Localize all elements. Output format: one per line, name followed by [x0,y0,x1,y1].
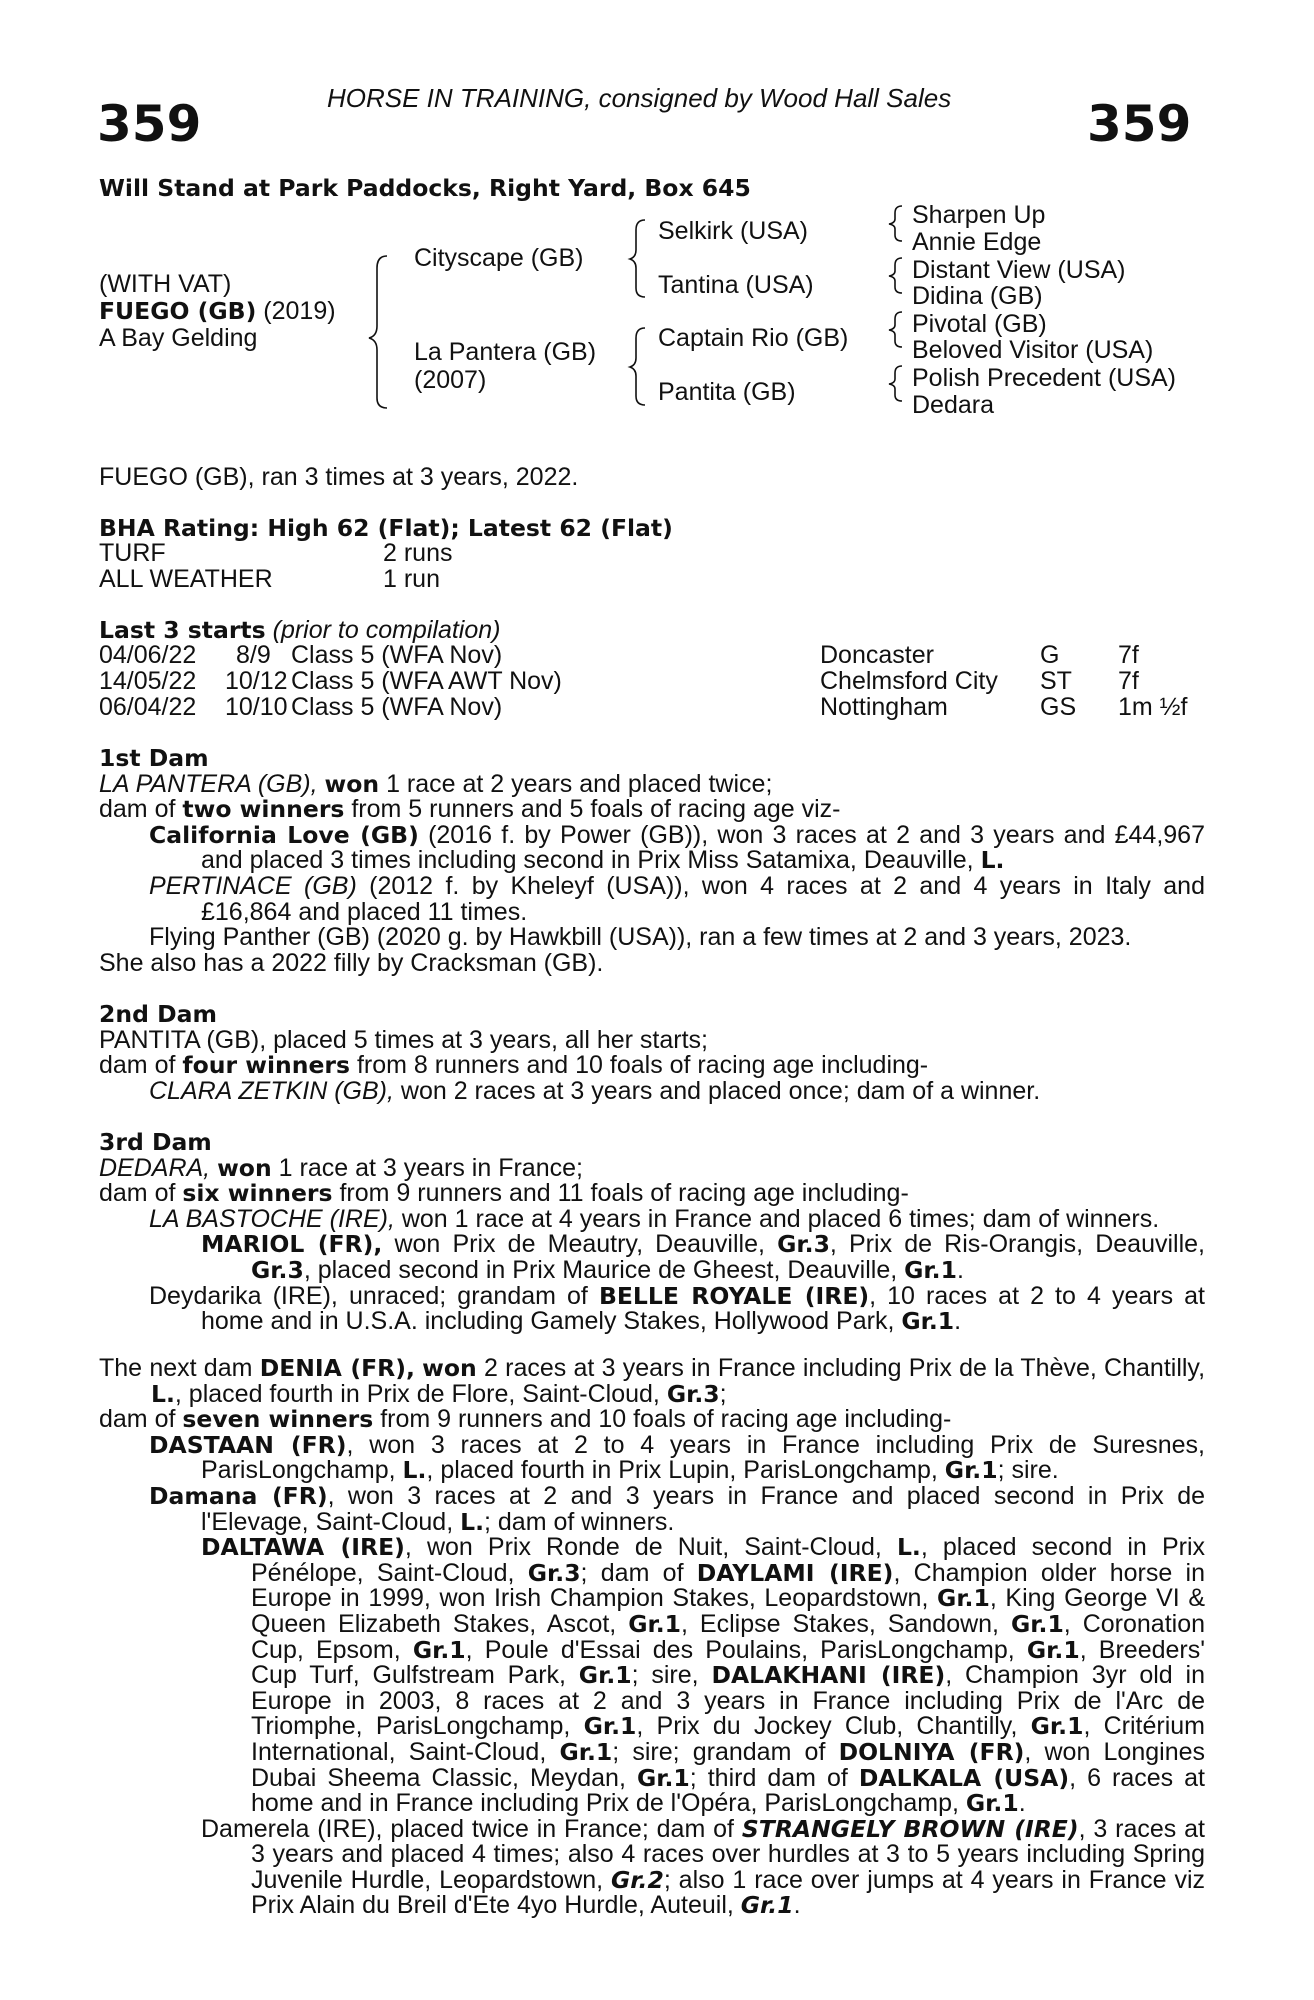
text: ; also 1 race over jumps at 4 years in France viz Prix Alain du Breil d'Ete 4yo Hurdle, Auteuil, [251,1865,1206,1920]
horse-description: A Bay Gelding [99,324,258,352]
start-race: Class 5 (WFA Nov) [291,693,503,721]
start-position: 10/10 [225,693,288,721]
text: , placed second in Prix Maurice de Gheest, Deauville, [303,1255,898,1284]
text: , 3 races at 3 years and placed 4 times; also 4 races over hurdles at 3 to 5 years including Spring Juvenile Hurdle, Leopardstown, [251,1814,1206,1894]
first-dam-section [99,746,1205,976]
offspring-name: DASTAAN (FR) [149,1430,347,1459]
stabling-info: Will Stand at Park Paddocks, Right Yard, Box 645 [99,174,751,202]
brace-gen3-4 [889,366,902,401]
vat-note: (WITH VAT) [99,270,232,298]
pedigree-dam-sire: Captain Rio (GB) [658,324,849,352]
text: won Prix de Meautry, Deauville, [394,1230,765,1259]
offspring-name: BELLE ROYALE (IRE) [598,1281,870,1310]
text: , King George VI & Queen Elizabeth Stakes, Ascot, [251,1584,1205,1638]
brace-gen3-1 [889,206,902,241]
consignor-header: HORSE IN TRAINING, consigned by Wood Hall Sales [327,83,952,113]
text: , Prix de Ris-Orangis, Deauville, [829,1230,1206,1259]
start-distance: 1m ½f [1118,693,1188,721]
grand-offspring-entry [99,1814,1206,1920]
start-race: Class 5 (WFA Nov) [291,641,503,669]
brace-gen1 [369,256,387,408]
text: , Breeders' Cup Turf, Gulfstream Park, [251,1635,1205,1690]
rating-row-aw-label: ALL WEATHER [99,565,273,593]
start-position: 8/9 [236,641,271,669]
offspring-entry [99,1430,1205,1485]
winners-count: six winners [182,1179,333,1208]
pedigree-gen3-4: Didina (GB) [912,282,1043,310]
pedigree-sire-sire: Selkirk (USA) [658,217,809,245]
offspring-record: won 2 races at 3 years and placed once; dam of a winner. [400,1076,1041,1105]
text: ; dam of [580,1558,684,1587]
horse-year: (2019) [263,297,336,325]
start-course: Nottingham [820,693,948,721]
third-dam-heading: 3rd Dam [99,1128,212,1156]
pedigree-gen3-6: Beloved Visitor (USA) [912,336,1154,364]
text: from 9 runners and 11 foals of racing age including- [339,1179,909,1208]
offspring-note: She also has a 2022 filly by Cracksman (GB). [99,948,604,977]
text: ; [719,1379,727,1408]
text: dam of [99,1405,176,1434]
offspring-record: (2016 f. by Power (GB)), won 3 races at 2 and 3 years and £44,967 and placed 3 times including second in Prix Miss Satamixa, Deauville, [201,820,1205,875]
text: , 6 races at home and in France including Prix de l'Opéra, ParisLongchamp, [251,1763,1205,1818]
text: , Champion older horse in Europe in 1999, won Irish Champion Stakes, Leopardstown, [251,1558,1205,1613]
text: , won 3 races at 2 to 4 years in France including Prix de Suresnes, ParisLongchamp, [201,1430,1205,1485]
text: , Critérium International, Saint-Cloud, [251,1712,1205,1766]
offspring-entry [99,1204,1205,1233]
grade-label: Gr.1 [1010,1609,1064,1638]
grand-offspring-entry [99,1232,1205,1283]
text: , Eclipse Stakes, Sandown, [681,1609,1000,1638]
dam-record: 1 race at 3 years in France; [278,1153,583,1182]
text: , Champion 3yr old in Europe in 2003, 8 races at 2 and 3 years in France including Prix de l'Arc de Triomphe, ParisLongchamp, [251,1661,1205,1741]
race-summary: FUEGO (GB), ran 3 times at 3 years, 2022. [99,463,579,491]
offspring-name: DALKALA (USA) [858,1763,1070,1792]
offspring-name: DALTAWA (IRE) [201,1533,405,1562]
offspring-entry [99,1481,1206,1536]
start-date: 14/05/22 [99,667,197,695]
start-position: 10/12 [225,667,288,695]
start-race: Class 5 (WFA AWT Nov) [291,667,562,695]
pedigree-dam-dam: Pantita (GB) [658,378,796,406]
grade-label: Gr.3 [251,1255,304,1284]
pedigree-dam: La Pantera (GB) [414,338,597,366]
dam-name: DEDARA, [99,1153,211,1182]
pedigree-gen3-5: Pivotal (GB) [912,310,1047,338]
text: . [793,1891,801,1920]
offspring-name: California Love (GB) [149,820,419,849]
rating-row-aw-value: 1 run [383,565,440,593]
grade-label: L. [980,846,1005,875]
third-dam-produce-line [99,1181,1205,1207]
rating-row-turf-label: TURF [99,539,166,567]
text: ; sire; grandam of [612,1737,826,1766]
pedigree-sire: Cityscape (GB) [414,244,584,272]
text: , Prix du Jockey Club, Chantilly, [636,1712,1018,1741]
grade-label: Gr.1 [904,1255,957,1284]
grade-label: Gr.1 [412,1635,466,1664]
dam-name: DENIA (FR) [259,1354,406,1382]
text: , [405,1354,415,1382]
text: from 8 runners and 10 foals of racing age including- [356,1051,929,1080]
grade-label: Gr.1 [1030,1712,1084,1741]
text: , 10 races at 2 to 4 years at home and in U.S.A. including Gamely Stakes, Hollywood Park, [201,1281,1205,1336]
offspring-name: STRANGELY BROWN (IRE) [741,1814,1079,1843]
text: dam of [99,795,176,824]
dam-record: 1 race at 2 years and placed twice; [386,769,773,798]
grade-label: Gr.1 [578,1661,632,1690]
first-dam-heading: 1st Dam [99,744,209,772]
text: , won 3 races at 2 and 3 years in France and placed second in Prix de l'Elevage, Saint-Cloud, [201,1481,1206,1536]
second-dam-produce-line [99,1053,1205,1079]
start-date: 06/04/22 [99,693,197,721]
first-dam-produce-line [99,797,1205,823]
horse-name: FUEGO (GB) [99,297,257,325]
pedigree-gen3-2: Annie Edge [912,228,1042,256]
offspring-entry [99,1281,1205,1336]
brace-gen3-2 [889,258,902,293]
text: . [956,1255,964,1284]
offspring-name: PERTINACE (GB) [149,871,357,900]
start-date: 04/06/22 [99,641,197,669]
won-text: won [324,769,380,798]
pedigree-sire-dam: Tantina (USA) [658,271,814,299]
grade-label: Gr.1 [1026,1635,1080,1664]
won-text: won [422,1354,477,1382]
pedigree-dam-year: (2007) [414,366,487,394]
dam-name: LA PANTERA (GB), [99,769,318,798]
grade-label: Gr.1 [740,1891,794,1920]
brace-gen2-dam [630,328,645,405]
first-dam-line [99,769,1205,798]
text: dam of [99,1179,176,1208]
text: , placed fourth in Prix de Flore, Saint-Cloud, [174,1379,660,1408]
text: , placed fourth in Prix Lupin, ParisLongchamp, [426,1456,938,1485]
offspring-entry [99,871,1205,926]
grade-label: Gr.1 [583,1712,637,1741]
text: ; third dam of [689,1763,848,1792]
text: dam of [99,1051,176,1080]
next-dam-line [99,1356,1205,1407]
grade-label: Gr.1 [937,1584,990,1613]
offspring-name: MARIOL (FR), [201,1230,383,1259]
text: , won Longines Dubai Sheema Classic, Meydan, [251,1737,1205,1792]
start-course: Chelmsford City [820,667,998,695]
pedigree-gen3-1: Sharpen Up [912,201,1046,229]
offspring-entry [99,820,1205,875]
last-starts-note: (prior to compilation) [272,616,501,644]
winners-count: seven winners [182,1405,374,1434]
offspring-name: DALAKHANI (IRE) [711,1661,946,1690]
start-distance: 7f [1118,641,1139,669]
grade-label: Gr.1 [636,1763,690,1792]
lot-number-left: 359 [97,95,202,153]
start-going: ST [1040,667,1072,695]
grade-label: Gr.1 [944,1456,998,1485]
text: ; dam of winners. [484,1507,675,1536]
offspring-name: LA BASTOCHE (IRE), [149,1204,395,1233]
grand-offspring-entry [99,1535,1205,1817]
second-dam-line: PANTITA (GB), placed 5 times at 3 years, all her starts; [99,1025,708,1054]
next-dam-section [99,1356,1205,1919]
grade-label: Gr.3 [666,1379,720,1408]
offspring-record: won 1 race at 4 years in France and placed 6 times; dam of winners. [401,1204,1160,1233]
winners-count: four winners [182,1051,351,1080]
grade-label: L. [460,1507,484,1536]
won-text: won [217,1153,272,1182]
text: 2 races at 3 years in France including Prix de la Thève, Chantilly, [484,1354,1206,1382]
text: Deydarika (IRE), unraced; grandam of [149,1281,588,1310]
offspring-name: CLARA ZETKIN (GB), [149,1076,394,1105]
text: ; sire, [631,1661,699,1690]
second-dam-section [99,1002,1205,1104]
offspring-entry [99,1076,1205,1105]
pedigree-gen3-8: Dedara [912,391,994,419]
bha-rating-heading: BHA Rating: High 62 (Flat); Latest 62 (Flat) [99,514,673,542]
offspring-name: Damana (FR) [149,1481,328,1510]
next-dam-produce-line [99,1407,1205,1433]
offspring-name: DAYLAMI (IRE) [696,1558,894,1587]
grade-label: Gr.1 [628,1609,682,1638]
rating-row-turf-value: 2 runs [383,539,453,567]
grade-label: L. [896,1533,921,1562]
grade-label: Gr.3 [777,1230,830,1259]
text: Damerela (IRE), placed twice in France; dam of [201,1814,734,1843]
start-distance: 7f [1118,667,1139,695]
pedigree-gen3-3: Distant View (USA) [912,256,1126,284]
text: from 9 runners and 10 foals of racing age including- [380,1405,952,1434]
last-starts-heading [99,618,500,644]
grade-label: Gr.1 [965,1789,1019,1818]
third-dam-line [99,1153,1205,1182]
grade-label: Gr.2 [611,1865,664,1894]
offspring-record: (2012 f. by Kheleyf (USA)), won 4 races at 2 and 4 years in Italy and £16,864 and placed 11 times. [201,871,1205,926]
text: , Poule d'Essai des Poulains, ParisLongchamp, [465,1635,1015,1664]
text: from 5 runners and 5 foals of racing age viz- [351,795,841,824]
text: , placed second in Prix Pénélope, Saint-Cloud, [251,1533,1205,1587]
grade-label: Gr.3 [527,1558,581,1587]
third-dam-section [99,1130,1205,1335]
text: , Coronation Cup, Epsom, [251,1609,1206,1664]
text: The next dam [99,1354,253,1382]
grade-label: L. [151,1379,175,1408]
start-going: G [1040,641,1060,669]
pedigree-gen3-7: Polish Precedent (USA) [912,364,1177,392]
brace-gen2-sire [630,220,645,297]
brace-gen3-3 [889,312,902,347]
grade-label: L. [402,1456,427,1485]
text: . [1018,1789,1026,1818]
lot-number-right: 359 [1087,95,1192,153]
offspring-entry: Flying Panther (GB) (2020 g. by Hawkbill (USA)), ran a few times at 2 and 3 years, 2023. [149,923,1132,952]
second-dam-heading: 2nd Dam [99,1000,217,1028]
offspring-name: DOLNIYA (FR) [838,1737,1025,1766]
start-going: GS [1040,693,1077,721]
text: , won Prix Ronde de Nuit, Saint-Cloud, [404,1533,882,1562]
start-course: Doncaster [820,641,934,669]
text: ; sire. [997,1456,1059,1485]
last-starts-title: Last 3 starts [99,616,266,644]
winners-count: two winners [182,795,345,824]
grade-label: Gr.1 [901,1307,955,1336]
text: . [954,1307,962,1336]
grade-label: Gr.1 [559,1737,613,1766]
